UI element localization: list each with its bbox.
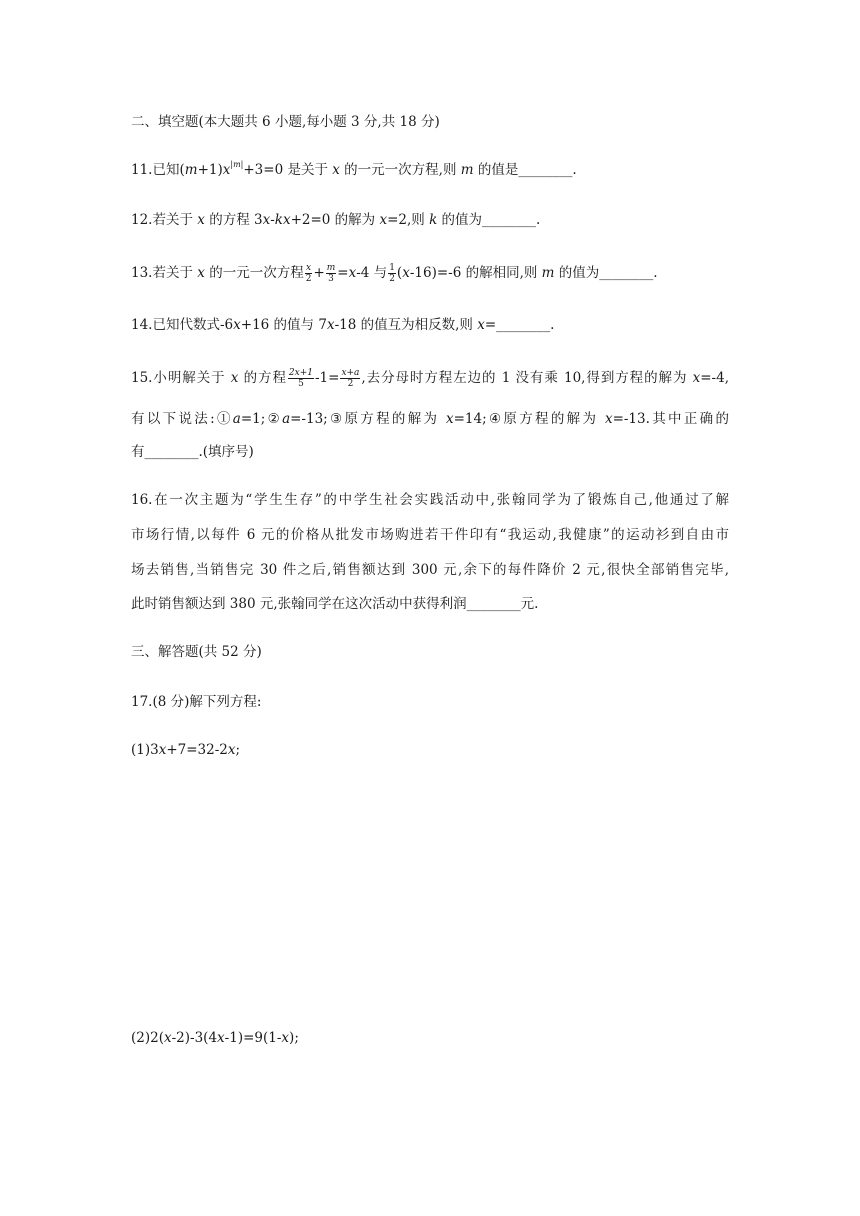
- text: =1;②: [240, 411, 283, 427]
- question-14: [131, 316, 554, 334]
- question-17-part-2: [131, 1029, 299, 1047]
- text: (1)3: [131, 742, 159, 758]
- text: +3=0 是关于: [243, 162, 333, 178]
- text: 的值为: [554, 265, 600, 281]
- text: -1)=9(1-: [224, 1030, 282, 1046]
- text: .: [536, 212, 541, 228]
- text: 若关于: [152, 265, 198, 281]
- var: x: [326, 317, 335, 333]
- fraction: [388, 263, 396, 284]
- question-number: 15.: [131, 370, 153, 386]
- text: =-13.其中正确的: [612, 411, 730, 427]
- question-16-line-2: 市场行情,以每件 6 元的价格从批发市场购进若干件印有“我运动,我健康”的运动衫到自由市: [131, 527, 729, 543]
- var: x: [227, 742, 236, 758]
- text: 元.: [520, 596, 539, 612]
- var: x: [222, 162, 231, 178]
- text: +7=32-2: [166, 742, 228, 758]
- var: a: [282, 411, 291, 427]
- text: -2)-3(4: [171, 1030, 218, 1046]
- var: x: [332, 162, 340, 178]
- denominator: 2: [305, 274, 312, 284]
- text: .: [653, 265, 658, 281]
- text: 的一元一次方程: [204, 265, 304, 281]
- text: 的值是: [473, 162, 519, 178]
- text: -18 的值互为相反数,则: [334, 317, 478, 333]
- text: +16 的值与 7: [240, 317, 327, 333]
- text: 小明解关于: [152, 370, 231, 386]
- text: =: [337, 265, 349, 281]
- text: +2=0 的解为: [290, 212, 380, 228]
- question-number: 11.: [131, 162, 153, 178]
- var: k: [429, 212, 438, 228]
- denominator: 3: [328, 274, 334, 284]
- answer-blank: [145, 443, 199, 461]
- text: +1): [197, 162, 223, 178]
- var: x: [446, 411, 454, 427]
- denominator: 2: [389, 274, 395, 284]
- var: a: [232, 411, 241, 427]
- var: x: [163, 1030, 172, 1046]
- var: x: [402, 265, 410, 281]
- answer-blank: [496, 316, 550, 334]
- text: -1=: [314, 370, 340, 386]
- var: x: [692, 370, 701, 386]
- text: =: [484, 317, 497, 333]
- var: |m|: [230, 160, 244, 169]
- exponent: [230, 160, 243, 169]
- var: m: [541, 265, 555, 281]
- text: 此时销售额达到 380 元,张翰同学在这次活动中获得利润: [131, 596, 467, 612]
- numerator: x+a: [341, 368, 360, 378]
- answer-blank: [599, 264, 653, 282]
- text: ,去分母时方程左边的 1 没有乘 10,得到方程的解为: [361, 370, 693, 386]
- var: x: [197, 265, 205, 281]
- text: =2,则: [387, 212, 430, 228]
- var: kx: [274, 212, 291, 228]
- text: ;: [235, 742, 241, 758]
- text: 的值为: [437, 212, 483, 228]
- question-11: [131, 161, 577, 179]
- text: 已知代数式-6: [152, 317, 234, 333]
- question-16-line-1: 16.在一次主题为“学生生存”的中学生社会实践活动中,张翰同学为了锻炼自己,他通过了解: [131, 492, 729, 508]
- var: x: [217, 1030, 225, 1046]
- numerator: 1: [389, 263, 395, 273]
- var: x: [348, 265, 357, 281]
- var: x: [281, 1030, 290, 1046]
- question-17-part-1: [131, 741, 240, 759]
- text: 的方程: [238, 370, 287, 386]
- numerator: m: [326, 263, 336, 273]
- text: .: [550, 317, 555, 333]
- fraction: [326, 263, 337, 284]
- text: -: [270, 212, 275, 228]
- var: x: [233, 317, 241, 333]
- var: x: [477, 317, 485, 333]
- var: x: [158, 742, 167, 758]
- text: (: [396, 265, 403, 281]
- question-number: 14.: [131, 317, 153, 333]
- question-17-title: 17.(8 分)解下列方程:: [131, 694, 262, 710]
- numerator: x: [306, 263, 312, 273]
- denominator: 2: [347, 379, 354, 389]
- text: .: [572, 162, 577, 178]
- text: 已知(: [152, 162, 185, 178]
- text: 有: [131, 444, 145, 460]
- var: x: [262, 212, 271, 228]
- text: 若关于: [152, 212, 198, 228]
- numerator: 2x+1: [288, 368, 313, 378]
- question-number: 12.: [131, 212, 153, 228]
- var: x: [604, 411, 613, 427]
- text: 的方程 3: [204, 212, 263, 228]
- question-15-line-1: [131, 368, 729, 389]
- question-13: [131, 263, 658, 284]
- var: m: [460, 162, 474, 178]
- fraction: [305, 263, 313, 284]
- var: x: [230, 370, 239, 386]
- question-16-line-3: 场去销售,当销售完 30 件之后,销售额达到 300 元,余下的每件降价 2 元,很快全部销售完毕,: [131, 562, 729, 578]
- text: .(填序号): [198, 444, 254, 460]
- fraction: [288, 368, 314, 389]
- answer-blank: [518, 161, 572, 179]
- question-12: [131, 211, 540, 229]
- denominator: 5: [298, 379, 304, 389]
- text: -4 与: [356, 265, 388, 281]
- question-number: 13.: [131, 265, 153, 281]
- text: );: [289, 1030, 299, 1046]
- text: +: [313, 265, 325, 281]
- text: =-13;③原方程的解为: [290, 411, 446, 427]
- section-header-answer: 三、解答题(共 52 分): [131, 644, 262, 660]
- text: 的一元一次方程,则: [339, 162, 461, 178]
- section-header-fill-blank: 二、填空题(本大题共 6 小题,每小题 3 分,共 18 分): [131, 114, 440, 130]
- text: -16)=-6 的解相同,则: [409, 265, 542, 281]
- text: =-4,: [700, 370, 729, 386]
- text: (2)2(: [131, 1030, 164, 1046]
- answer-blank: [482, 211, 536, 229]
- var: m: [184, 162, 198, 178]
- question-16-line-4: [131, 595, 538, 613]
- fraction: [340, 368, 360, 389]
- question-15-line-3: [131, 443, 254, 461]
- text: =14;④原方程的解为: [453, 411, 605, 427]
- var: x: [379, 212, 388, 228]
- answer-blank: [467, 595, 521, 613]
- question-15-line-2: [131, 410, 729, 428]
- text: 有以下说法:①: [131, 411, 233, 427]
- var: x: [197, 212, 205, 228]
